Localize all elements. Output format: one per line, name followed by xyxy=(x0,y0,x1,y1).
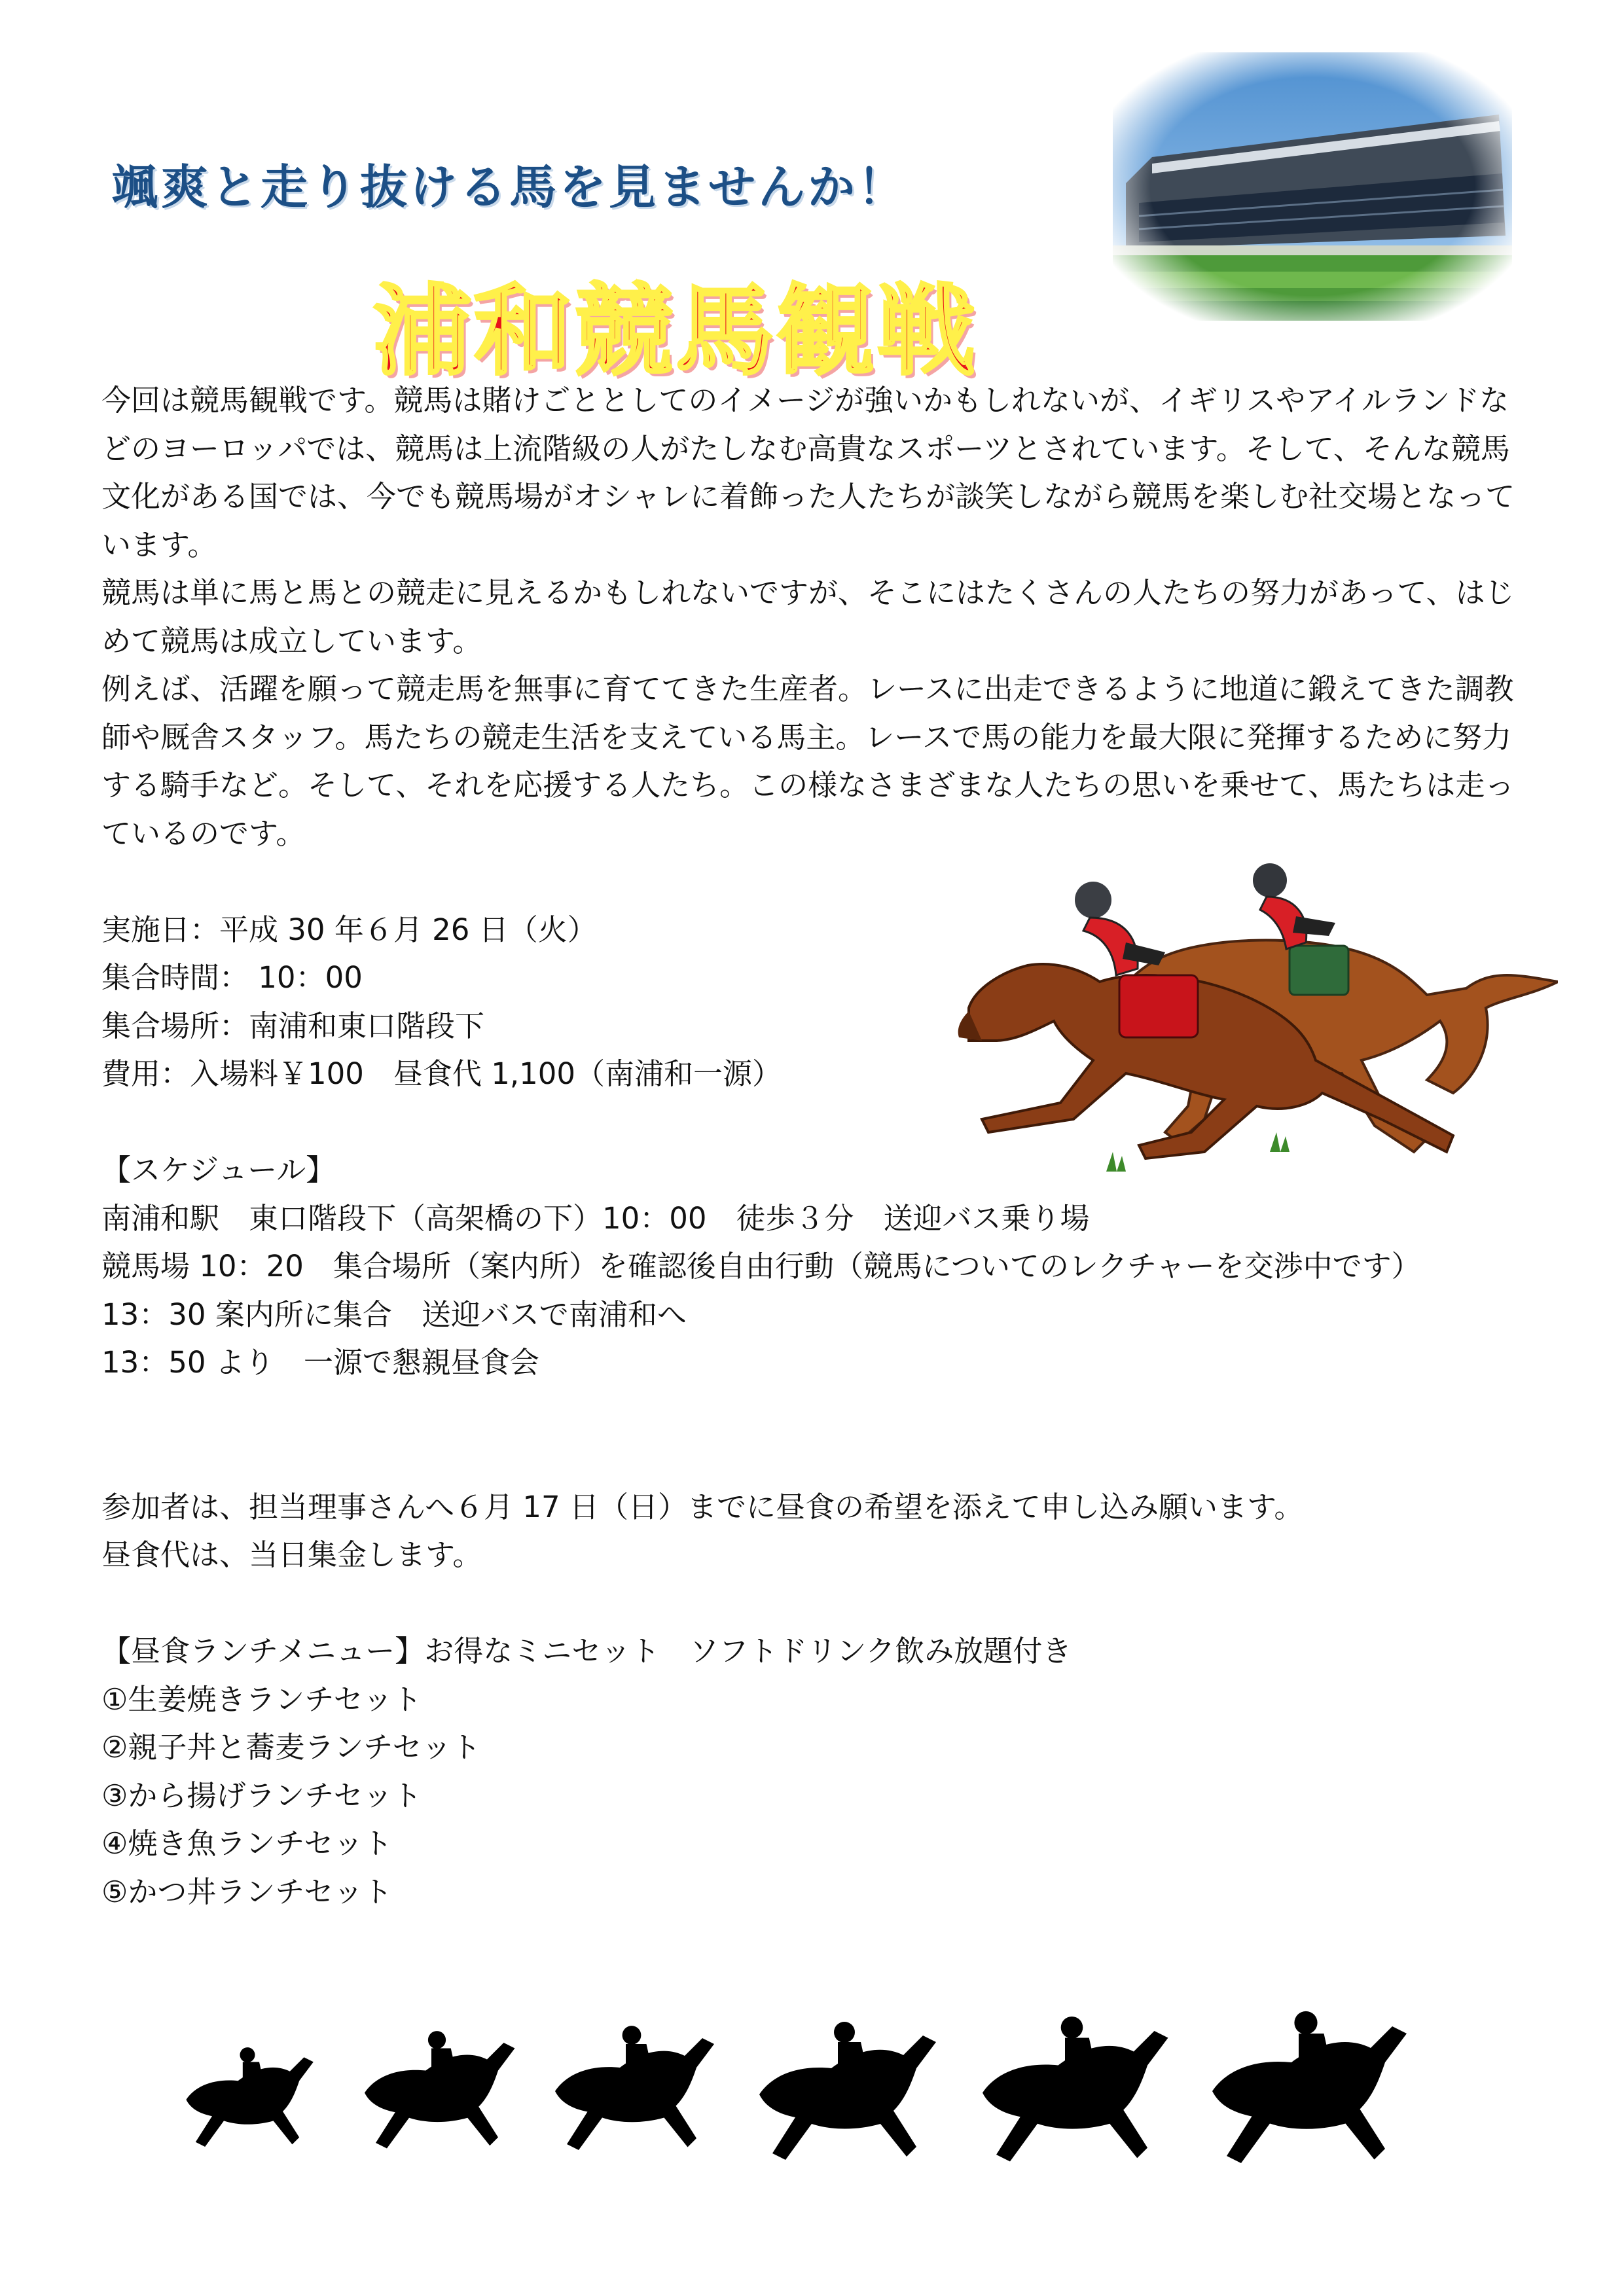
subtitle: 颯爽と走り抜ける馬を見ませんか！ xyxy=(111,159,908,215)
horse-silhouette xyxy=(983,2017,1168,2162)
schedule-item: 競馬場 10：20 集合場所（案内所）を確認後自由行動（競馬についてのレクチャーを交渉中です） xyxy=(101,1249,1421,1283)
meeting-time: 集合時間： 10：00 xyxy=(101,960,363,995)
signup-note: 参加者は、担当理事さんへ６月 17 日（日）までに昼食の希望を添えて申し込み願います。 xyxy=(101,1489,1304,1524)
intro-paragraph-3: 例えば、活躍を願って競走馬を無事に育ててきた生産者。レースに出走できるように地道に鍛えてきた調教師や厩舎スタッフ。馬たちの競走生活を支えている馬主。レースで馬の能力を最大限に発揮するために努力する騎手など。そして、それを応援する人たち。この様なさまざまな人たちの思いを乗せて、馬たちは走っているのです。 xyxy=(101,672,1515,851)
event-date: 実施日：平成 30 年６月 26 日（火） xyxy=(101,912,597,947)
lunch-item: ③から揚げランチセット xyxy=(101,1778,422,1813)
horse-silhouette xyxy=(555,2026,714,2150)
intro-paragraph-2: 競馬は単に馬と馬との競走に見えるかもしれないですが、そこにはたくさんの人たちの努力があって、はじめて競馬は成立しています。 xyxy=(101,575,1515,658)
lunch-item: ②親子丼と蕎麦ランチセット xyxy=(101,1730,481,1765)
horse-silhouette xyxy=(759,2022,936,2160)
horse-silhouettes xyxy=(177,1983,1486,2179)
lunch-heading: 【昼食ランチメニュー】お得なミニセット ソフトドリンク飲み放題付き xyxy=(101,1634,1072,1668)
page-title: 浦和競馬観戦 xyxy=(373,274,979,389)
racing-horses-illustration xyxy=(929,844,1558,1178)
schedule-item: 南浦和駅 東口階段下（高架橋の下）10：00 徒歩３分 送迎バス乗り場 xyxy=(101,1200,1090,1236)
schedule-item: 13：30 案内所に集合 送迎バスで南浦和へ xyxy=(101,1297,687,1332)
lunch-item: ①生姜焼きランチセット xyxy=(101,1681,422,1717)
racecourse-photo xyxy=(1113,52,1512,321)
event-cost: 費用：入場料￥100 昼食代 1,100（南浦和一源） xyxy=(101,1056,782,1091)
blank-line xyxy=(101,1387,1528,1483)
payment-note: 昼食代は、当日集金します。 xyxy=(101,1537,482,1572)
schedule-heading: 【スケジュール】 xyxy=(101,1153,336,1187)
horse-silhouette xyxy=(365,2031,515,2148)
lunch-item: ⑤かつ丼ランチセット xyxy=(101,1874,393,1909)
lunch-item: ④焼き魚ランチセット xyxy=(101,1826,393,1861)
intro-paragraph-1: 今回は競馬観戦です。競馬は賭けごととしてのイメージが強いかもしれないが、イギリスやアイルランドなどのヨーロッパでは、競馬は上流階級の人がたしなむ高貴なスポーツとされています。そして、そんな競馬文化がある国では、今でも競馬場がオシャレに着飾った人たちが談笑しながら競馬を楽しむ社交場となっています。 xyxy=(101,383,1515,562)
horse-silhouette xyxy=(1212,2011,1407,2163)
meeting-place: 集合場所：南浦和東口階段下 xyxy=(101,1008,485,1043)
horse-silhouette xyxy=(186,2047,313,2147)
schedule-item: 13：50 より 一源で懇親昼食会 xyxy=(101,1345,539,1380)
blank-line xyxy=(101,1579,1528,1628)
